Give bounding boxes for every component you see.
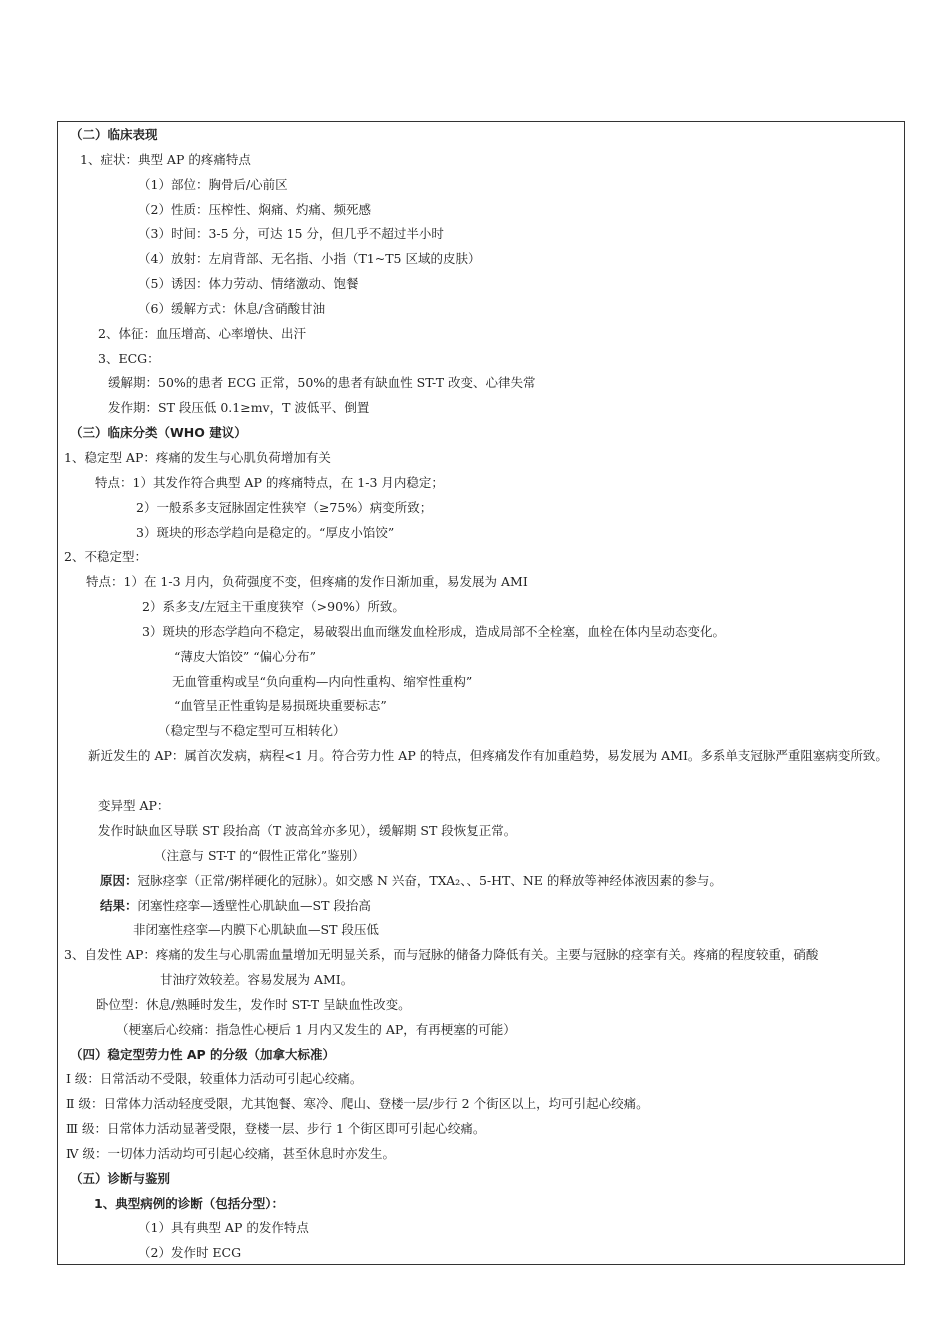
result-label: 结果： bbox=[100, 898, 138, 913]
variant-ap-line: 变异型 AP： bbox=[98, 798, 170, 813]
ecg-attack-line: 发作期：ST 段压低 0.1≥mv，T 波低平、倒置 bbox=[108, 400, 370, 415]
pain-trigger-line: （5）诱因：体力劳动、情绪激动、饱餐 bbox=[138, 276, 359, 291]
unstable-quote-2: 无血管重构或呈“负向重构—内向性重构、缩窄性重构” bbox=[172, 674, 473, 689]
variant-ap-note: （注意与 ST-T 的“假性正常化”鉴别） bbox=[154, 848, 365, 863]
grade-4-line: Ⅳ 级：一切体力活动均可引起心绞痛，甚至休息时亦发生。 bbox=[66, 1146, 395, 1161]
pain-relief-line: （6）缓解方式：休息/含硝酸甘油 bbox=[138, 301, 326, 316]
ecg-remission-line: 缓解期：50%的患者 ECG 正常，50%的患者有缺血性 ST-T 改变、心律失常 bbox=[108, 375, 536, 390]
new-onset-ap-paragraph: 新近发生的 AP：属首次发病，病程<1 月。符合劳力性 AP 的特点，但疼痛发作有加重趋势，易发展为 AMI。多系单支冠脉严重阻塞病变所致。 bbox=[88, 748, 888, 763]
result-line-2: 非闭塞性痉挛—内膜下心肌缺血—ST 段压低 bbox=[133, 922, 379, 937]
section-heading-diagnosis: （五）诊断与鉴别 bbox=[70, 1171, 171, 1186]
pain-site-line: （1）部位：胸骨后/心前区 bbox=[138, 177, 288, 192]
grade-1-line: Ⅰ 级：日常活动不受限，较重体力活动可引起心绞痛。 bbox=[66, 1071, 363, 1086]
cause-text: 冠脉痉挛（正常/粥样硬化的冠脉）。如交感 N 兴奋，TXA₂、、5-HT、NE 的释放等神经体液因素的参与。 bbox=[137, 873, 722, 888]
grade-2-line: Ⅱ 级：日常体力活动轻度受限，尤其饱餐、寒冷、爬山、登楼一层/步行 2 个街区以上，均可引起心绞痛。 bbox=[66, 1096, 649, 1111]
unstable-feature-3: 3）斑块的形态学趋向不稳定，易破裂出血而继发血栓形成，造成局部不全栓塞，血栓在体内呈动态变化。 bbox=[142, 624, 725, 639]
ecg-line: 3、ECG： bbox=[98, 351, 160, 366]
unstable-feature-2: 2）系多支/左冠主干重度狭窄（>90%）所致。 bbox=[142, 599, 405, 614]
section-heading-grading: （四）稳定型劳力性 AP 的分级（加拿大标准） bbox=[70, 1047, 336, 1062]
spontaneous-ap-line: 3、自发性 AP：疼痛的发生与心肌需血量增加无明显关系，而与冠脉的储备力降低有关。主要与冠脉的痉挛有关。疼痛的程度较重，硝酸 bbox=[64, 947, 819, 962]
interconvert-note: （稳定型与不稳定型可互相转化） bbox=[158, 723, 346, 738]
symptom-line: 1、症状：典型 AP 的疼痛特点 bbox=[80, 152, 251, 167]
section-heading-classification: （三）临床分类（WHO 建议） bbox=[70, 425, 247, 440]
unstable-feature-1: 特点：1）在 1-3 月内，负荷强度不变，但疼痛的发作日渐加重，易发展为 AMI bbox=[86, 574, 528, 589]
decubitus-ap-line: 卧位型：休息/熟睡时发生，发作时 ST-T 呈缺血性改变。 bbox=[96, 997, 411, 1012]
diagnosis-item-2: （2）发作时 ECG bbox=[138, 1245, 242, 1260]
signs-line: 2、体征：血压增高、心率增快、出汗 bbox=[98, 326, 306, 341]
pain-nature-line: （2）性质：压榨性、焖痛、灼痛、频死感 bbox=[138, 202, 371, 217]
stable-feature-2: 2）一般系多支冠脉固定性狭窄（≥75%）病变所致； bbox=[136, 500, 433, 515]
cause-line bbox=[100, 872, 722, 890]
unstable-quote-1: “薄皮大馅饺” “偏心分布” bbox=[174, 649, 317, 664]
unstable-quote-3: “血管呈正性重钩是易损斑块重要标志” bbox=[174, 698, 387, 713]
spontaneous-ap-line-2: 甘油疗效较差。容易发展为 AMI。 bbox=[160, 972, 354, 987]
stable-feature-1: 特点：1）其发作符合典型 AP 的疼痛特点，在 1-3 月内稳定； bbox=[95, 475, 444, 490]
unstable-ap-line: 2、不稳定型： bbox=[64, 549, 147, 564]
stable-feature-3: 3）斑块的形态学趋向是稳定的。“厚皮小馅饺” bbox=[136, 525, 395, 540]
post-infarction-note: （梗塞后心绞痛：指急性心梗后 1 月内又发生的 AP，有再梗塞的可能） bbox=[116, 1022, 516, 1037]
diagnosis-subheading: 1、典型病例的诊断（包括分型）： bbox=[94, 1196, 284, 1211]
cause-label: 原因： bbox=[100, 873, 138, 888]
result-line bbox=[100, 897, 371, 915]
grade-3-line: Ⅲ 级：日常体力活动显著受限，登楼一层、步行 1 个街区即可引起心绞痛。 bbox=[66, 1121, 486, 1136]
section-heading-clinical-manifestations: （二）临床表现 bbox=[70, 127, 158, 142]
pain-radiation-line: （4）放射：左肩背部、无名指、小指（T1~T5 区域的皮肤） bbox=[138, 251, 481, 266]
stable-ap-line: 1、稳定型 AP：疼痛的发生与心肌负荷增加有关 bbox=[64, 450, 331, 465]
result-text-1: 闭塞性痉挛—透壁性心肌缺血—ST 段抬高 bbox=[137, 898, 371, 913]
diagnosis-item-1: （1）具有典型 AP 的发作特点 bbox=[138, 1220, 309, 1235]
document-frame bbox=[57, 121, 905, 1265]
variant-ap-desc: 发作时缺血区导联 ST 段抬高（T 波高耸亦多见），缓解期 ST 段恢复正常。 bbox=[98, 823, 517, 838]
pain-time-line: （3）时间：3-5 分，可达 15 分，但几乎不超过半小时 bbox=[138, 226, 444, 241]
